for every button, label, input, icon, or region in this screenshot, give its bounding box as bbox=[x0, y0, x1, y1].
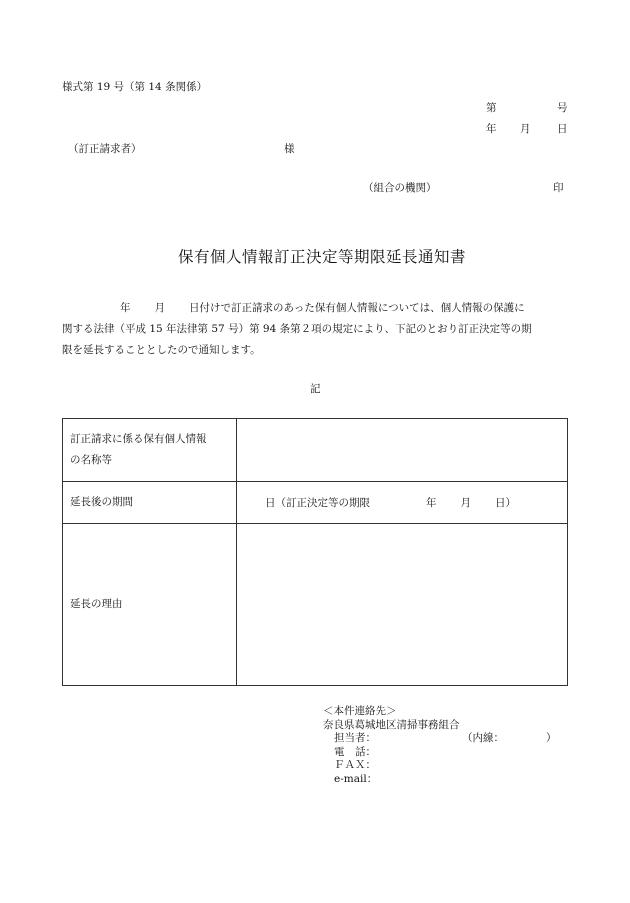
body-line-1-text: 日付けで訂正請求のあった保有個人情報については、個人情報の保護に bbox=[189, 302, 525, 314]
contact-tanto-line bbox=[323, 732, 557, 746]
contact-fax: ＦＡＸ： bbox=[334, 759, 376, 771]
body-paragraph bbox=[62, 298, 570, 361]
row3-label-cell: 延長の理由 bbox=[63, 524, 237, 686]
row2-year: 年 bbox=[426, 497, 437, 509]
form-number: 様式第 19 号（第 14 条関係） bbox=[62, 81, 208, 93]
row2-hi: 日（訂正決定等の期限 bbox=[265, 497, 370, 509]
contact-tanto: 担当者： bbox=[334, 732, 376, 744]
contact-phone: 電 話： bbox=[334, 745, 376, 758]
contact-naisen-end: ） bbox=[546, 732, 557, 744]
requester-label: （訂正請求者） bbox=[68, 143, 142, 155]
table-row bbox=[63, 419, 568, 482]
row1-label-line-1: 訂正請求に係る保有個人情報 bbox=[70, 433, 207, 445]
body-line-1 bbox=[62, 298, 570, 319]
date-year: 年 bbox=[486, 123, 497, 135]
organization-label: （組合の機関） bbox=[363, 182, 437, 194]
number-dai: 第 bbox=[486, 102, 497, 114]
contact-heading: ＜本件連絡先＞ bbox=[323, 705, 397, 717]
body-line-3: 限を延長することとしたので通知します。 bbox=[62, 344, 261, 356]
row1-label-line-2: の名称等 bbox=[70, 454, 112, 466]
record-table bbox=[62, 418, 568, 686]
row3-value-cell bbox=[237, 524, 568, 686]
row1-label-cell bbox=[63, 419, 237, 482]
row2-day-end: 日） bbox=[495, 497, 516, 509]
date-month: 月 bbox=[520, 123, 531, 135]
contact-email: e-mail： bbox=[334, 772, 378, 785]
body-line-2: 関する法律（平成 15 年法律第 57 号）第 94 条第２項の規定により、下記のとおり訂正決定等の期 bbox=[62, 323, 532, 335]
body-month: 月 bbox=[154, 302, 165, 314]
document-title: 保有個人情報訂正決定等期限延長通知書 bbox=[178, 248, 467, 266]
row2-value-cell bbox=[237, 482, 568, 524]
date-day: 日 bbox=[557, 123, 568, 135]
requester-sama: 様 bbox=[284, 143, 295, 155]
contact-org: 奈良県葛城地区清掃事務組合 bbox=[323, 718, 460, 731]
number-go: 号 bbox=[557, 102, 568, 114]
table-row bbox=[63, 524, 568, 686]
ki-heading: 記 bbox=[310, 383, 321, 395]
contact-block bbox=[323, 705, 557, 786]
seal-in: 印 bbox=[553, 182, 564, 194]
row2-label-cell: 延長後の期間 bbox=[63, 482, 237, 524]
row1-value-cell bbox=[237, 419, 568, 482]
contact-naisen: （内線： bbox=[462, 732, 504, 744]
table-row bbox=[63, 482, 568, 524]
row2-month: 月 bbox=[460, 497, 471, 509]
body-year: 年 bbox=[120, 302, 131, 314]
